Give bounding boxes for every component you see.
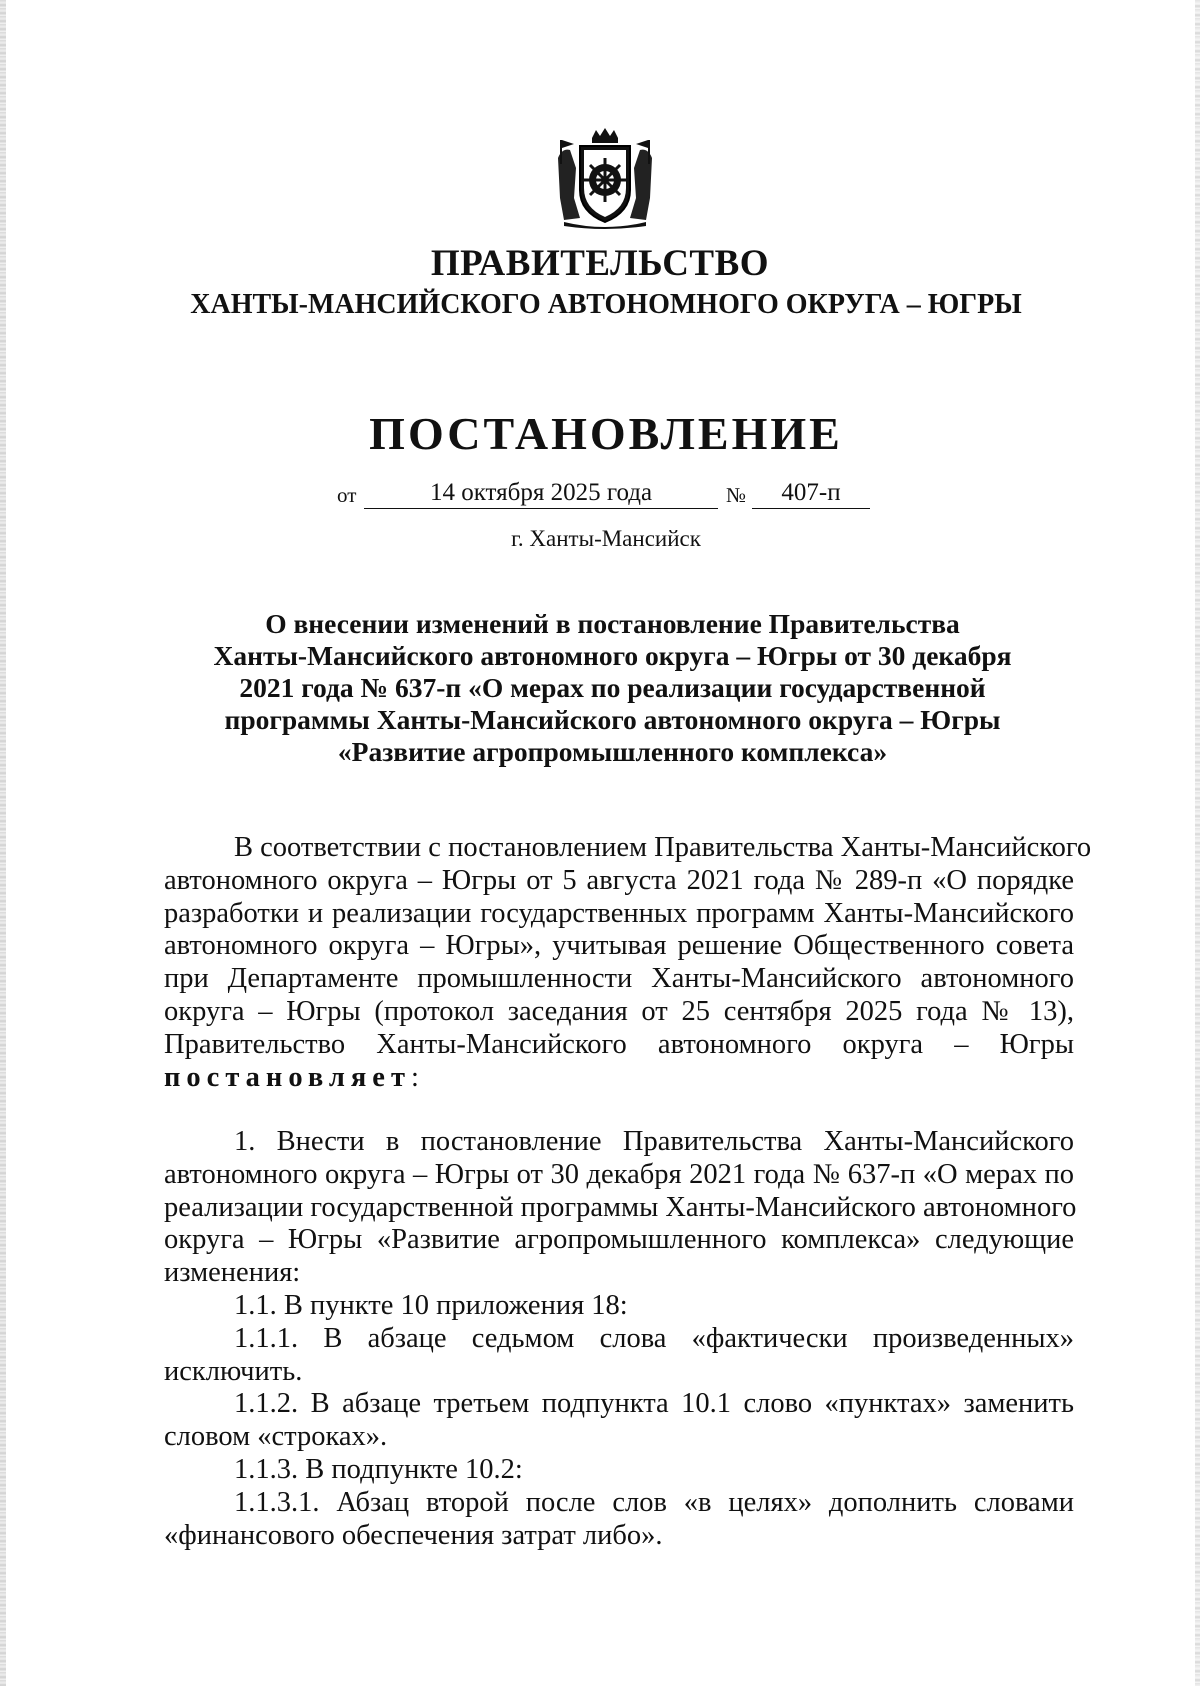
heading-line: О внесении изменений в постановление Правительства xyxy=(265,608,960,639)
item-1-1-2-line: словом «строках». xyxy=(164,1421,388,1453)
item-1-line: 1. Внести в постановление Правительства Ханты-Мансийского xyxy=(234,1126,1074,1157)
date-prefix: от xyxy=(337,483,357,507)
document-date: 14 октября 2025 года xyxy=(364,478,718,509)
item-1-line: реализации государственной программы Ханты-Мансийского автономного xyxy=(164,1191,1077,1223)
resolves-colon: : xyxy=(410,1061,419,1093)
item-1-1-2-line: 1.1.2. В абзаце третьем подпункта 10.1 слово «пунктах» заменить xyxy=(234,1388,1074,1420)
preamble-line: разработки и реализации государственных программ Ханты-Мансийского xyxy=(164,897,1074,929)
city: г. Ханты-Мансийск xyxy=(511,526,701,551)
government-title: ПРАВИТЕЛЬСТВО xyxy=(430,243,770,284)
preamble-resolves-line xyxy=(164,1062,1074,1095)
document-number: 407-п xyxy=(752,478,870,509)
preamble-line: при Департаменте промышленности Ханты-Мансийского автономного xyxy=(164,963,1074,995)
preamble-line: округа – Югры (протокол заседания от 25 сентября 2025 года № 13), xyxy=(164,995,1074,1027)
item-1-1-1-line: 1.1.1. В абзаце седьмом слова «фактически произведенных» xyxy=(234,1322,1074,1354)
heading-line: программы Ханты-Мансийского автономного округа – Югры xyxy=(224,704,1001,735)
preamble-line: автономного округа – Югры», учитывая решение Общественного совета xyxy=(164,930,1074,962)
item-1-1-1-line: исключить. xyxy=(164,1355,303,1387)
item-1-1-3-1-line: 1.1.3.1. Абзац второй после слов «в целях» дополнить словами xyxy=(234,1486,1074,1518)
item-1-line: автономного округа – Югры от 30 декабря 2021 года № 637-п «О мерах по xyxy=(164,1158,1074,1190)
item-1-1-3-1-line: «финансового обеспечения затрат либо». xyxy=(164,1519,663,1551)
item-1-line: изменения: xyxy=(164,1257,301,1289)
coat-of-arms-icon xyxy=(550,128,660,232)
item-1-line: округа – Югры «Развитие агропромышленного комплекса» следующие xyxy=(164,1224,1074,1256)
preamble-line: Правительство Ханты-Мансийского автономного округа – Югры xyxy=(164,1028,1074,1060)
item-1-paragraph xyxy=(164,1126,1077,1552)
preamble-line: автономного округа – Югры от 5 августа 2021 года № 289-п «О порядке xyxy=(164,864,1074,896)
government-subtitle: ХАНТЫ-МАНСИЙСКОГО АВТОНОМНОГО ОКРУГА – ЮГРЫ xyxy=(190,289,1022,320)
document-heading xyxy=(190,608,1035,768)
preamble-paragraph xyxy=(164,832,1092,1094)
heading-line: 2021 года № 637-п «О мерах по реализации государственной xyxy=(239,672,986,703)
number-prefix: № xyxy=(726,483,747,507)
heading-line: «Развитие агропромышленного комплекса» xyxy=(337,736,888,767)
item-1-1: 1.1. В пункте 10 приложения 18: xyxy=(234,1289,628,1321)
preamble-line: В соответствии с постановлением Правительства Ханты-Мансийского xyxy=(234,832,1092,863)
resolves-word: постановляет xyxy=(164,1061,411,1093)
heading-line: Ханты-Мансийского автономного округа – Югры от 30 декабря xyxy=(213,640,1012,671)
document-type-title: ПОСТАНОВЛЕНИЕ xyxy=(369,408,843,459)
item-1-1-3: 1.1.3. В подпункте 10.2: xyxy=(234,1453,523,1485)
